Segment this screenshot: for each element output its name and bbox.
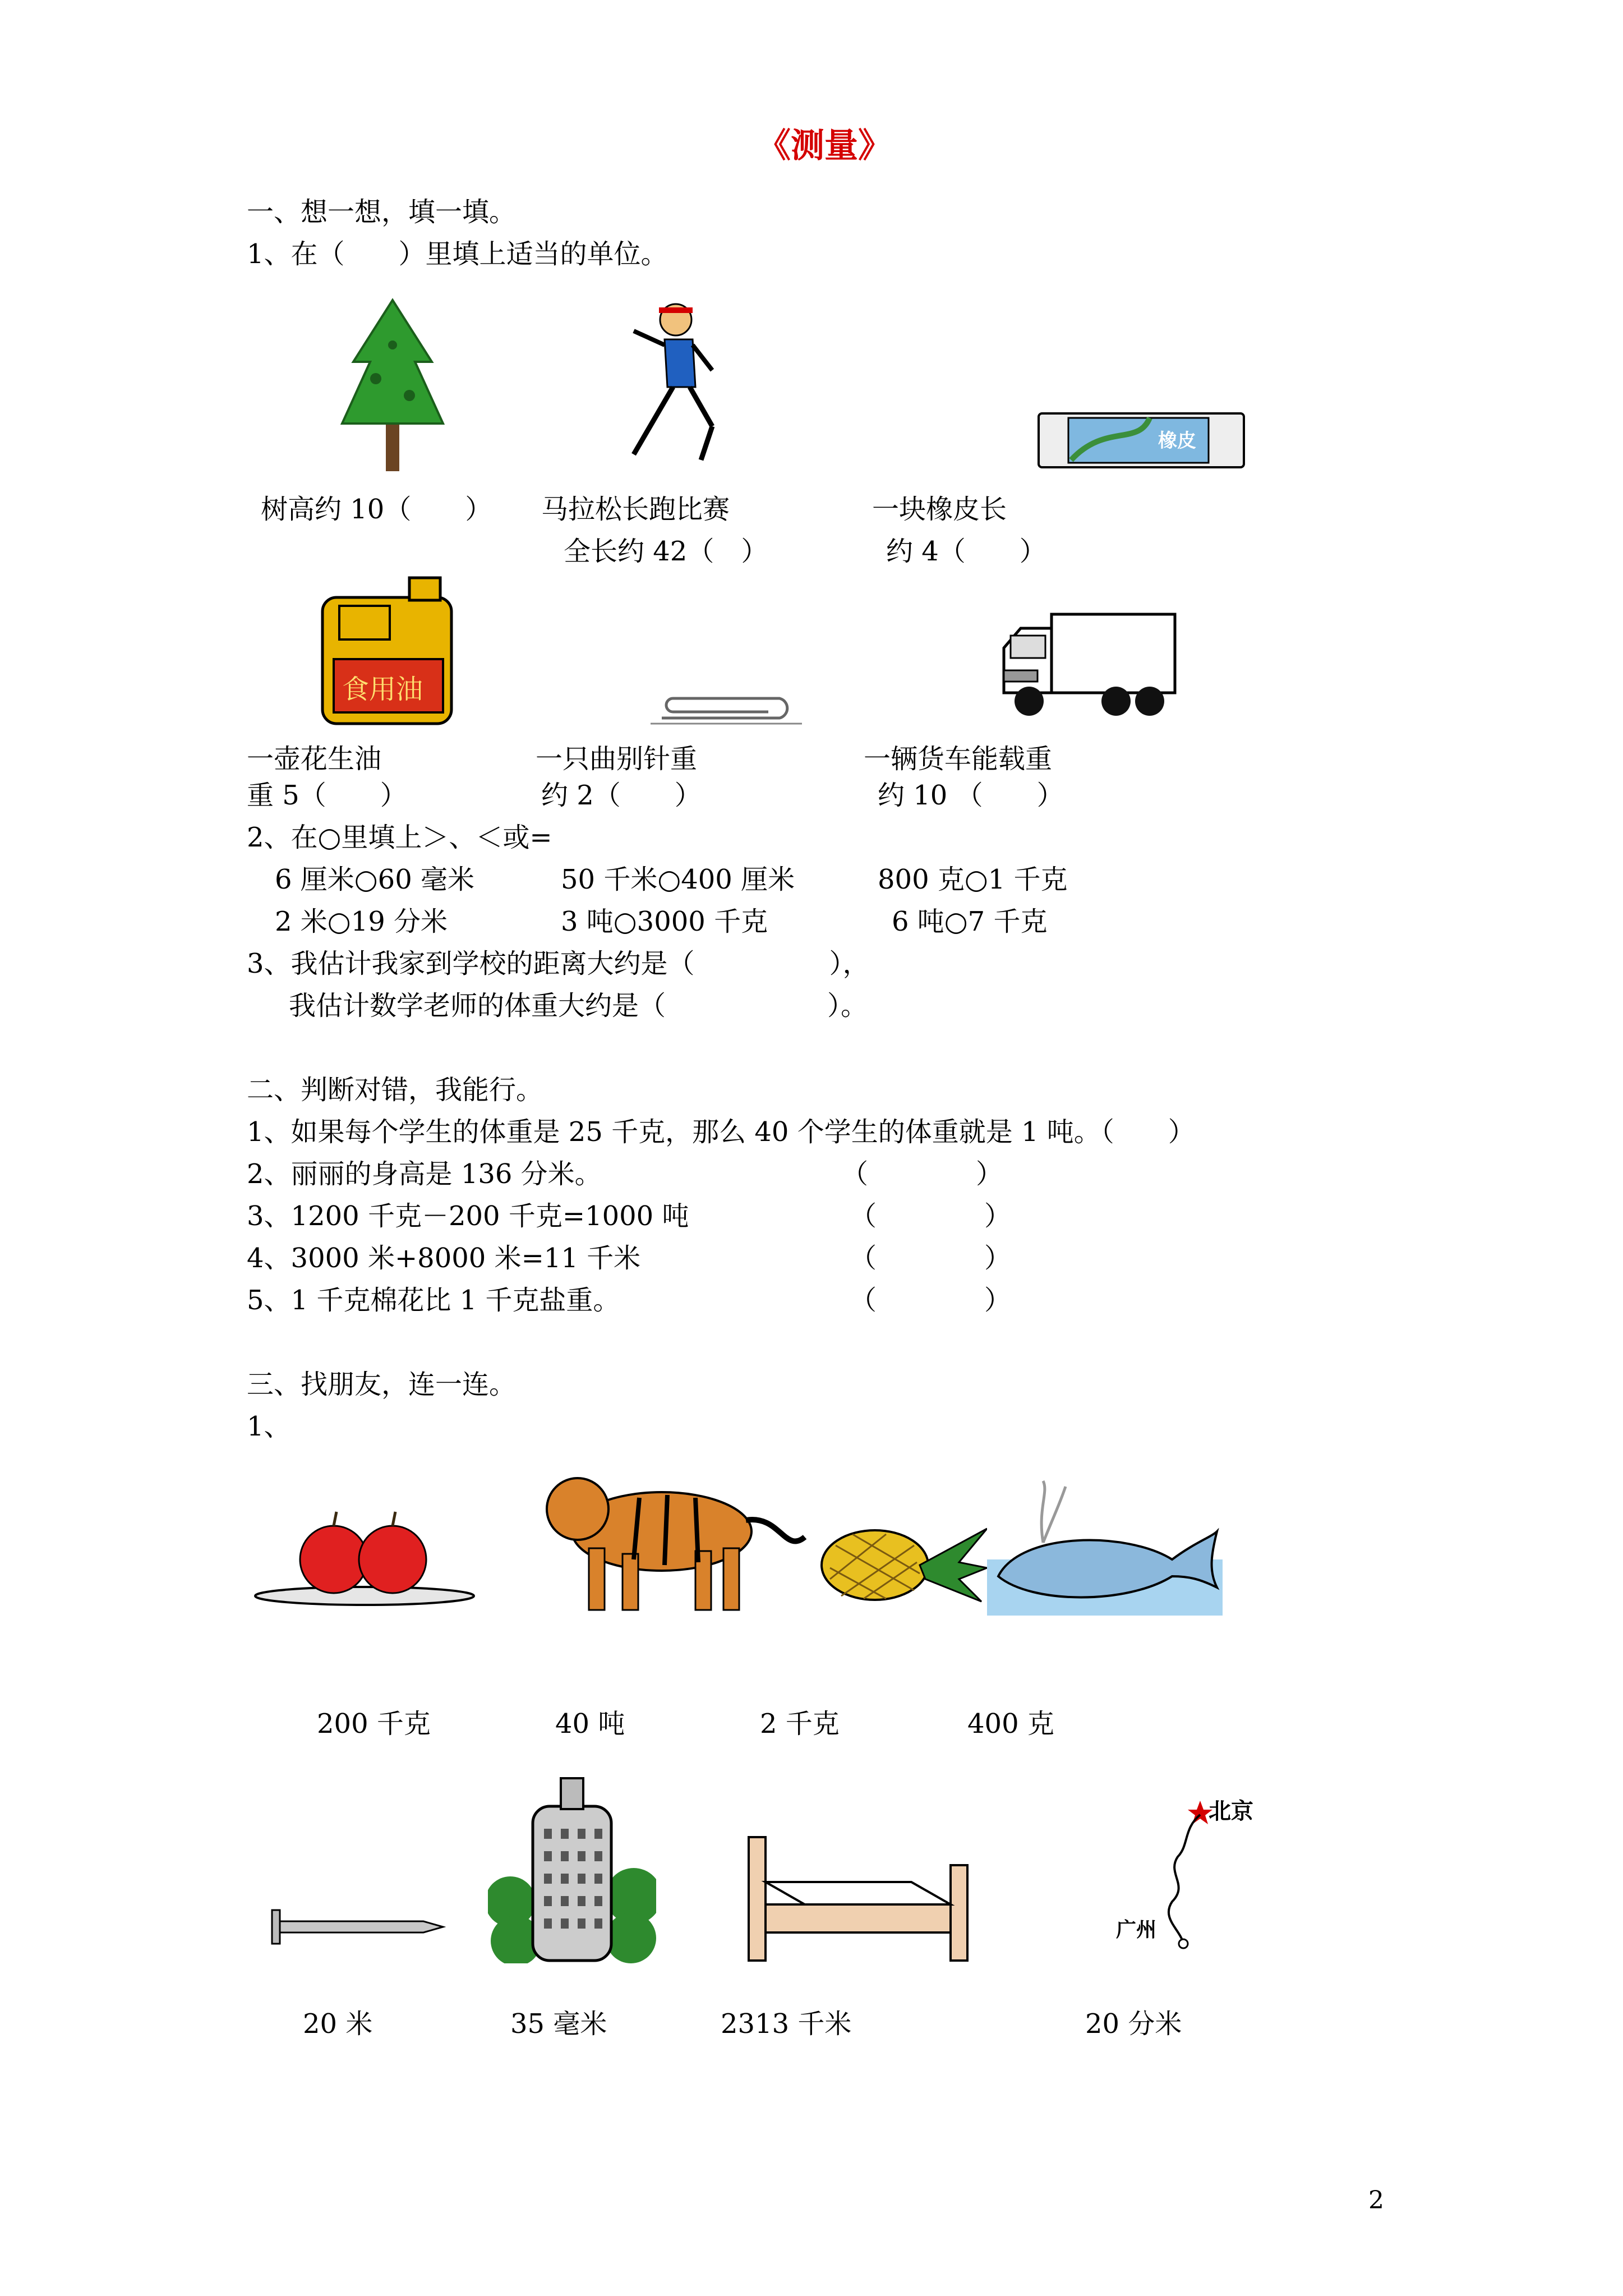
q1-tree-line1: 树高约 10（ ）	[261, 494, 492, 525]
row2-label-2: 35 毫米	[510, 2008, 607, 2040]
row1-label-2: 40 吨	[555, 1708, 625, 1740]
q2-r2-c2: 3 吨○3000 千克	[561, 906, 768, 937]
bed-image	[743, 1832, 979, 1966]
judge-item-5-paren: （ ）	[850, 1285, 1012, 1316]
paperclip-image	[651, 693, 802, 726]
judge-item-2: 2、丽丽的身高是 136 分米。	[247, 1158, 602, 1190]
judge-item-4: 4、3000 米+8000 米=11 千米	[247, 1243, 641, 1274]
q2-prompt: 2、在○里填上＞、＜或=	[247, 822, 552, 853]
row2-label-1: 20 米	[303, 2008, 373, 2040]
q1-eraser-line2: 约 4（ ）	[886, 536, 1046, 567]
q1-marathon-line2: 全长约 42（ ）	[564, 536, 768, 567]
q1-marathon-line1: 马拉松长跑比赛	[541, 494, 730, 525]
page-number: 2	[1368, 2186, 1384, 2215]
q2-r2-c1: 2 米○19 分米	[275, 906, 448, 937]
q2-r1-c3: 800 克○1 千克	[878, 864, 1068, 895]
tree-image	[331, 295, 454, 474]
section1-heading: 一、想一想，填一填。	[247, 196, 517, 228]
judge-item-4-paren: （ ）	[850, 1243, 1012, 1274]
q1-clip-line2: 约 2（ ）	[541, 780, 702, 811]
row2-label-4: 20 分米	[1085, 2008, 1182, 2040]
q1-clip-line1: 一只曲别针重	[536, 743, 698, 775]
section2-heading: 二、判断对错，我能行。	[247, 1074, 543, 1106]
row1-label-1: 200 千克	[317, 1708, 431, 1740]
section3-sub: 1、	[247, 1411, 291, 1442]
judge-item-2-paren: （ ）	[841, 1158, 1003, 1190]
map-label-guangzhou: 广州	[1116, 1918, 1157, 1941]
q3-line1: 3、我估计我家到学校的距离大约是（ ），	[247, 948, 870, 979]
runner-image	[611, 292, 735, 471]
map-label-beijing: 北京	[1209, 1798, 1253, 1824]
q3-line2: 我估计数学老师的体重大约是（ ）。	[289, 990, 868, 1022]
row1-label-3: 2 千克	[760, 1708, 840, 1740]
section3-heading: 三、找朋友，连一连。	[247, 1369, 517, 1400]
q2-r1-c1: 6 厘米○60 毫米	[275, 864, 475, 895]
q1-oil-line1: 一壶花生油	[247, 743, 382, 775]
row1-label-4: 400 克	[967, 1708, 1054, 1740]
oil-jug-image	[317, 575, 457, 726]
truck-image	[998, 609, 1178, 721]
row2-label-3: 2313 千米	[721, 2008, 852, 2040]
q1-truck-line2: 约 10 （ ）	[878, 780, 1064, 811]
judge-item-5: 5、1 千克棉花比 1 千克盐重。	[247, 1285, 620, 1316]
map-image	[1116, 1784, 1284, 1952]
eraser-label: 橡皮	[1158, 430, 1196, 452]
oil-label: 食用油	[342, 674, 423, 705]
q1-prompt: 1、在（ ）里填上适当的单位。	[247, 238, 668, 270]
pineapple-image	[819, 1517, 987, 1607]
q1-oil-line2: 重 5（ ）	[247, 780, 407, 811]
building-image	[488, 1773, 656, 1963]
page-title: 《测量》	[757, 126, 892, 165]
judge-item-3: 3、1200 千克－200 千克=1000 吨	[247, 1200, 689, 1232]
q1-eraser-line1: 一块橡皮长	[872, 494, 1007, 525]
eraser-image	[1038, 412, 1245, 468]
nail-image	[266, 1904, 446, 1949]
apples-image	[252, 1492, 477, 1610]
tiger-image	[538, 1447, 808, 1616]
judge-item-1: 1、如果每个学生的体重是 25 千克，那么 40 个学生的体重就是 1 吨。（ ）	[247, 1116, 1195, 1148]
q1-truck-line1: 一辆货车能载重	[864, 743, 1053, 775]
judge-item-3-paren: （ ）	[850, 1200, 1012, 1232]
q2-r2-c3: 6 吨○7 千克	[892, 906, 1048, 937]
q2-r1-c2: 50 千米○400 厘米	[561, 864, 795, 895]
whale-image	[987, 1475, 1223, 1616]
